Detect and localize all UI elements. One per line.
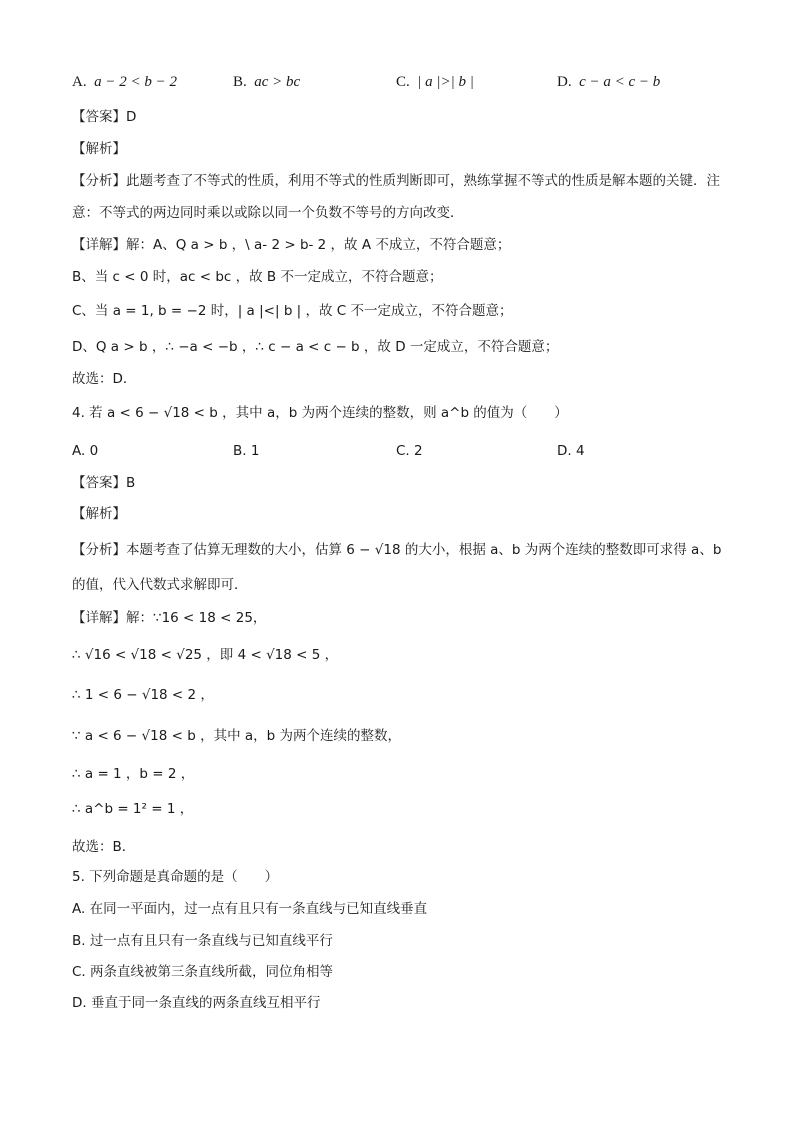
q3-option-a: A. a − 2 < b − 2 — [72, 74, 177, 90]
q4-analysis-line-1: 【分析】本题考查了估算无理数的大小，估算 6 − √18 的大小，根据 a、b 为两个连续的整数即可求得 a、b — [72, 542, 722, 558]
q3-detail-c: C、当 a = 1, b = −2 时，| a |<| b | ，故 C 不一定成立，不符合题意； — [72, 303, 513, 319]
q5-option-c: C. 两条直线被第三条直线所截，同位角相等 — [72, 964, 334, 980]
q5-option-b: B. 过一点有且只有一条直线与已知直线平行 — [72, 933, 333, 949]
q3-detail-a: 【详解】解：A、Q a > b ，\ a- 2 > b- 2 ，故 A 不成立，不符合题意； — [72, 237, 511, 253]
q5-option-d: D. 垂直于同一条直线的两条直线互相平行 — [72, 995, 321, 1011]
q4-option-c: C. 2 — [396, 443, 423, 459]
q4-detail-6: ∴ a^b = 1² = 1 ， — [72, 801, 194, 817]
q4-detail-1: 【详解】解：∵16 < 18 < 25， — [72, 610, 267, 626]
q3-option-c: C. | a |>| b | — [396, 74, 474, 90]
q3-detail-d: D、Q a > b ，∴ −a < −b ，∴ c − a < c − b ，故 D 一定成立，不符合题意； — [72, 339, 559, 355]
q3-detail-b: B、当 c < 0 时，ac < bc ，故 B 不一定成立，不符合题意； — [72, 269, 443, 285]
q3-analysis-line-2: 意：不等式的两边同时乘以或除以同一个负数不等号的方向改变． — [72, 205, 464, 221]
q4-option-a: A. 0 — [72, 443, 99, 459]
q4-detail-4: ∵ a < 6 − √18 < b ，其中 a，b 为两个连续的整数， — [72, 728, 401, 744]
q3-option-d: D. c − a < c − b — [557, 74, 661, 90]
q4-analysis-heading: 【解析】 — [72, 506, 126, 522]
q4-choose: 故选：B． — [72, 839, 136, 855]
q4-detail-2: ∴ √16 < √18 < √25 ，即 4 < √18 < 5 ， — [72, 647, 339, 663]
q4-detail-5: ∴ a = 1 ，b = 2 ， — [72, 766, 195, 782]
q5-stem: 5. 下列命题是真命题的是（ ） — [72, 869, 279, 885]
q4-answer: 【答案】B — [72, 475, 136, 491]
q4-detail-3: ∴ 1 < 6 − √18 < 2 ， — [72, 687, 214, 703]
q3-answer: 【答案】D — [72, 109, 137, 125]
q4-stem: 4. 若 a < 6 − √18 < b ，其中 a，b 为两个连续的整数，则 a^b 的值为（ ） — [72, 405, 568, 421]
q4-analysis-line-2: 的值，代入代数式求解即可． — [72, 577, 248, 593]
q4-option-d: D. 4 — [557, 443, 585, 459]
q3-analysis-line-1: 【分析】此题考查了不等式的性质，利用不等式的性质判断即可，熟练掌握不等式的性质是解本题的关键．注 — [72, 173, 720, 189]
q3-choose: 故选：D． — [72, 371, 137, 387]
q5-option-a: A. 在同一平面内，过一点有且只有一条直线与已知直线垂直 — [72, 901, 428, 917]
q3-option-b: B. ac > bc — [233, 74, 301, 90]
q4-option-b: B. 1 — [233, 443, 260, 459]
q3-analysis-heading: 【解析】 — [72, 141, 126, 157]
